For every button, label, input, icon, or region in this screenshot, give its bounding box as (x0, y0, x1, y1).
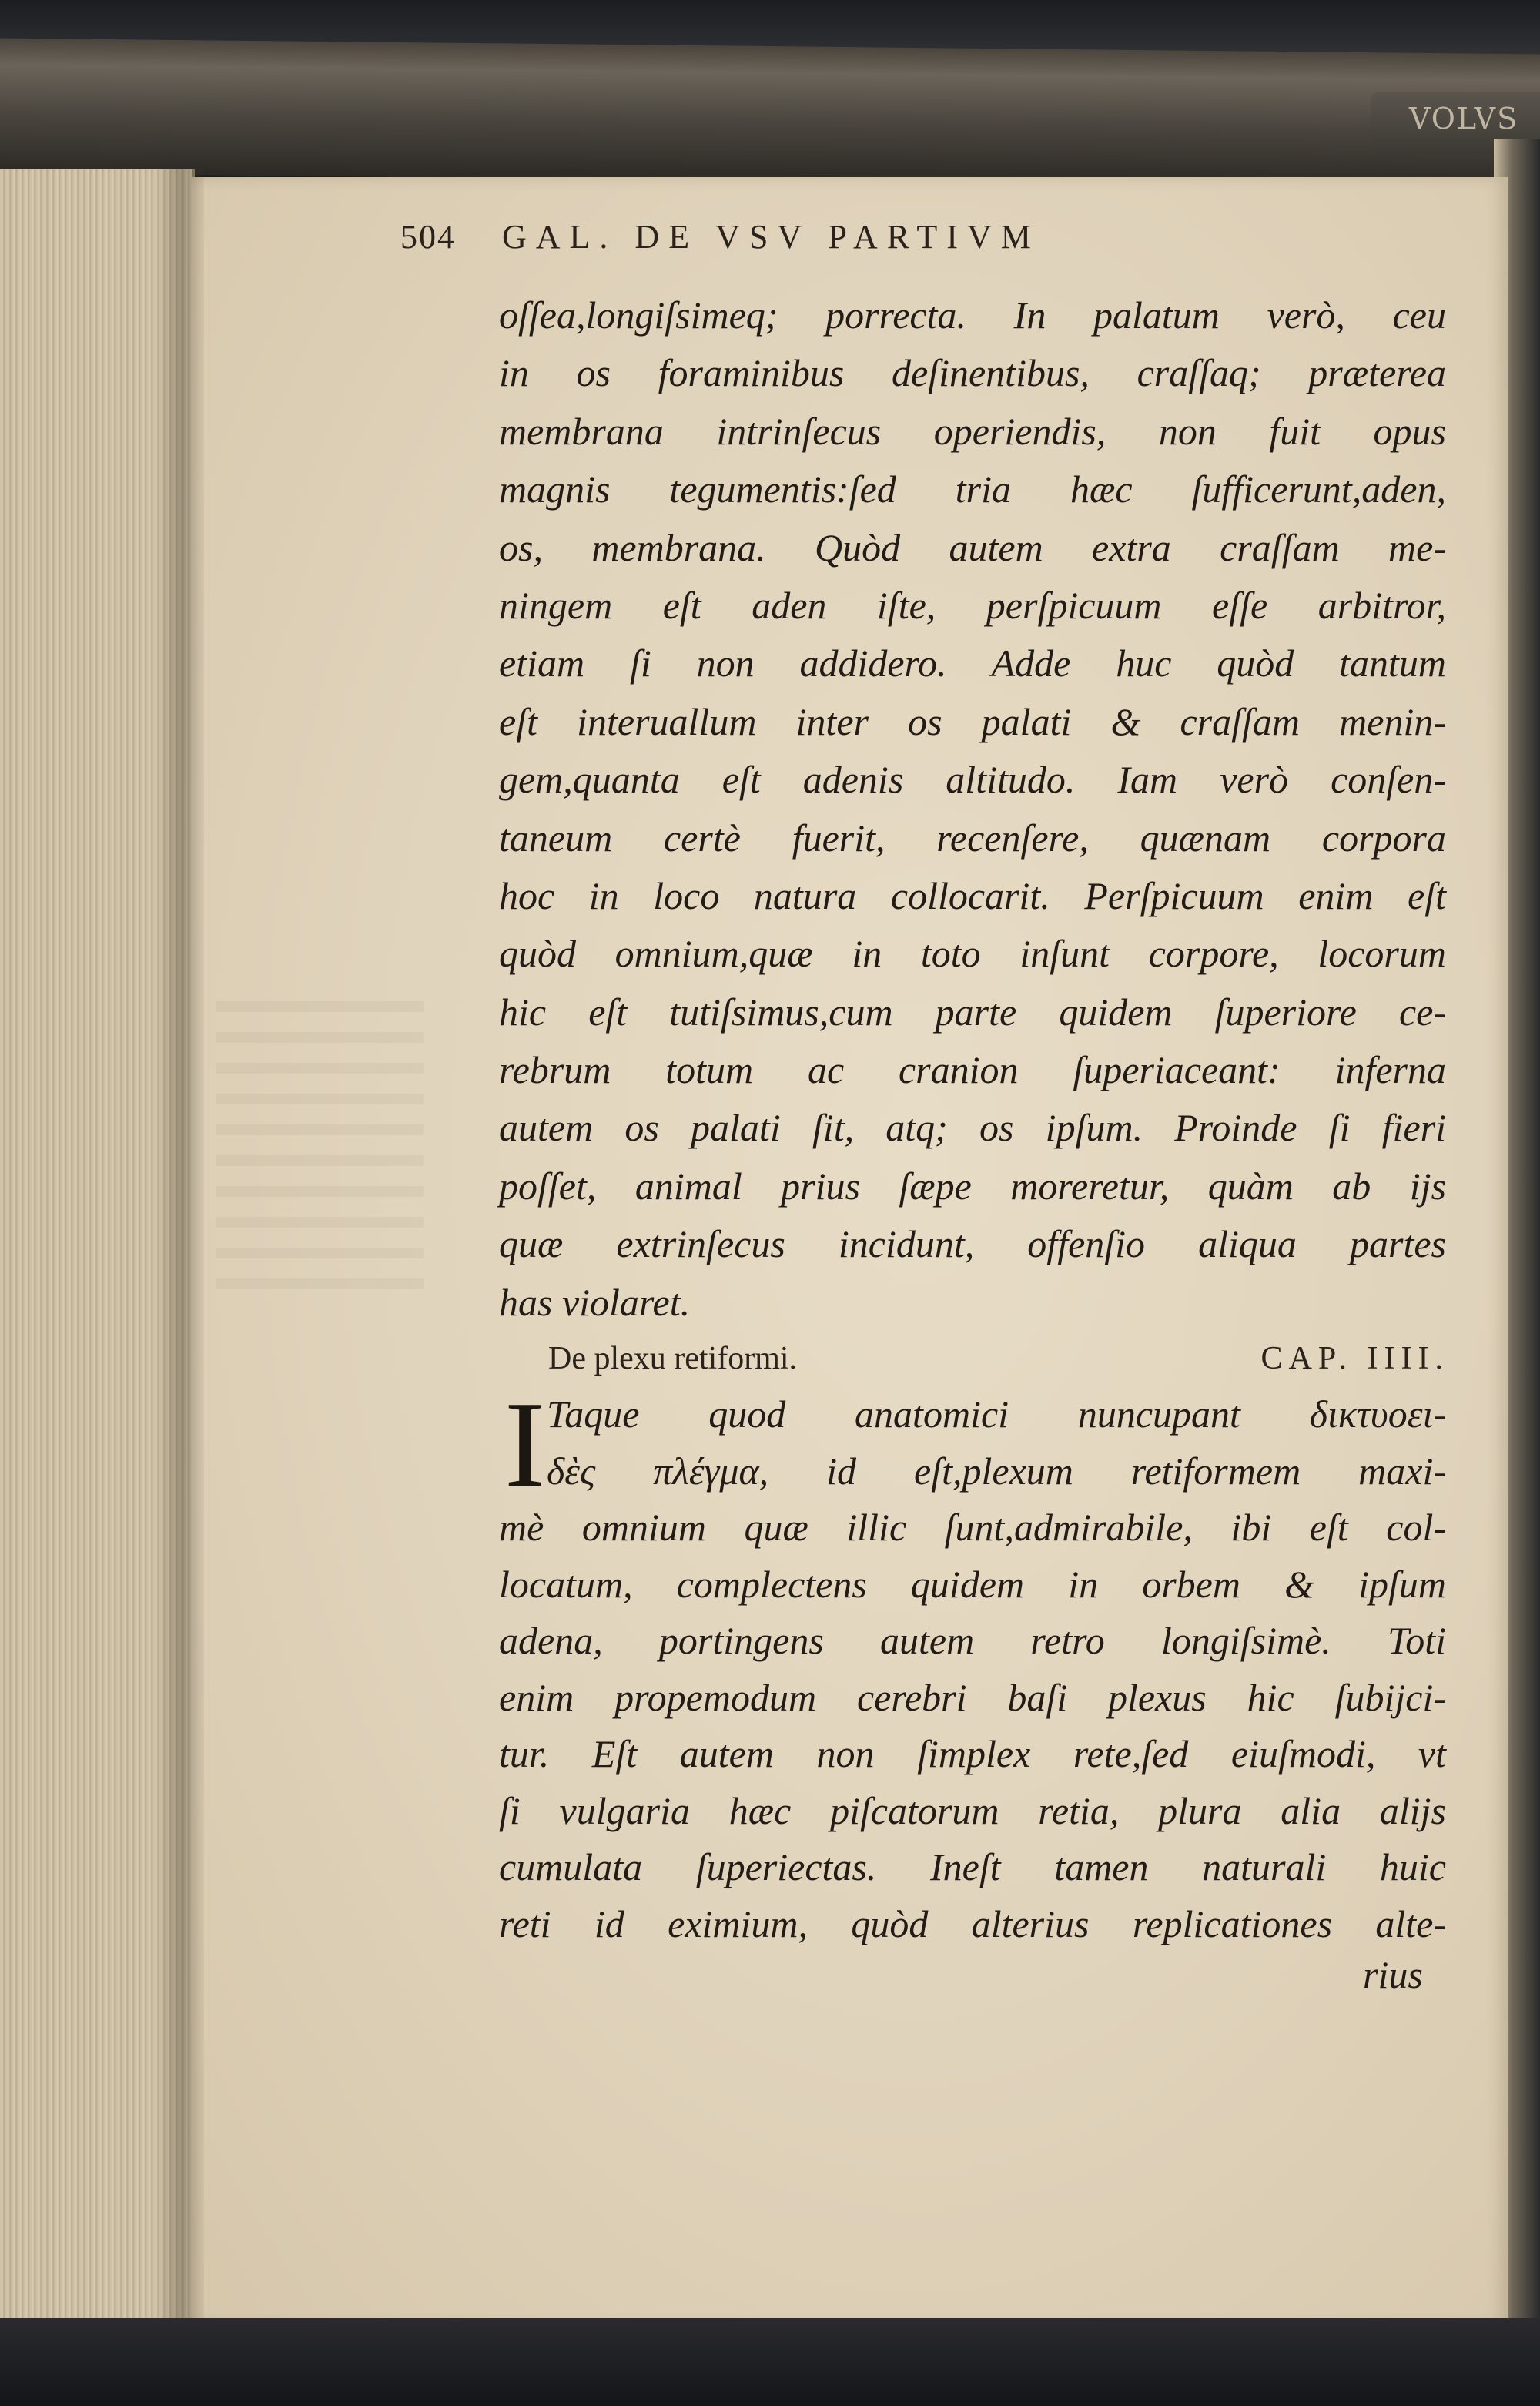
chapter-text (499, 1376, 1446, 1952)
running-head-title: GAL. DE VSV PARTIVM (502, 218, 1040, 256)
text-line: quòd omnium,quæ in toto inſunt corpore, locorum (499, 932, 1446, 976)
text-line: in os foraminibus deſinentibus, craſſaq; præterea (499, 351, 1446, 395)
body-text (499, 287, 1446, 1332)
background-cloth-bottom (0, 2318, 1540, 2406)
chapter-heading (548, 1340, 1449, 1377)
text-line: gem,quanta eſt adenis altitudo. Iam verò conſen- (499, 758, 1446, 802)
text-line: mè omnium quæ illic ſunt,admirabile, ibi eſt col- (499, 1506, 1446, 1549)
text-line: autem os palati ſit, atq; os ipſum. Proinde ſi fieri (499, 1106, 1446, 1150)
cover-band-text: VOLVS (1409, 102, 1519, 136)
text-line: locatum, complectens quidem in orbem & ipſum (499, 1562, 1446, 1606)
bleed-through (216, 1001, 424, 1294)
text-line: Taque quod anatomici nuncupant δικτυοει- (547, 1392, 1446, 1436)
text-line: etiam ſi non addidero. Adde huc quòd tantum (499, 642, 1446, 685)
text-line: δὲς πλέγμα, id eſt,plexum retiformem maxi- (547, 1449, 1446, 1493)
text-line: enim propemodum cerebri baſi plexus hic ſubijci- (499, 1675, 1446, 1719)
catchword: rius (1363, 1953, 1423, 1996)
text-line: hic eſt tutiſsimus,cum parte quidem ſuperiore ce- (499, 990, 1446, 1034)
text-line: tur. Eſt autem non ſimplex rete,ſed eiuſmodi, vt (499, 1732, 1446, 1775)
text-line: ſi vulgaria hæc piſcatorum retia, plura alia alijs (499, 1788, 1446, 1832)
text-line: has violaret. (499, 1280, 691, 1324)
text-line: oſſea,longiſsimeq; porrecta. In palatum verò, ceu (499, 293, 1446, 337)
running-header (400, 217, 1040, 256)
text-line: quæ extrinſecus incidunt, offenſio aliqua partes (499, 1222, 1446, 1266)
text-line: eſt interuallum inter os palati & craſſam menin- (499, 699, 1446, 743)
page-number: 504 (400, 218, 456, 256)
text-line: hoc in loco natura collocarit. Perſpicuum enim eſt (499, 873, 1446, 917)
text-line: rebrum totum ac cranion ſuperiaceant: inferna (499, 1048, 1446, 1092)
spine-shadow (158, 169, 204, 2326)
text-line: adena, portingens autem retro longiſsimè. Toti (499, 1619, 1446, 1662)
chapter-label: CAP. IIII. (1260, 1341, 1449, 1376)
drop-cap: I (504, 1376, 546, 1513)
text-line: magnis tegumentis:ſed tria hæc ſufficerunt,aden, (499, 467, 1446, 511)
book-cover-edge (0, 39, 1540, 189)
text-line: reti id eximium, quòd alterius replicationes alte- (499, 1902, 1446, 1945)
text-line: taneum certè fuerit, recenſere, quænam corpora (499, 816, 1446, 860)
text-line: poſſet, animal prius ſæpe moreretur, quàm ab ijs (499, 1164, 1446, 1208)
text-line: os, membrana. Quòd autem extra craſſam me- (499, 525, 1446, 569)
text-line: cumulata ſuperiectas. Ineſt tamen naturali huic (499, 1845, 1446, 1888)
text-line: membrana intrinſecus operiendis, non fuit opus (499, 409, 1446, 453)
text-line: ningem eſt aden iſte, perſpicuum eſſe arbitror, (499, 583, 1446, 627)
chapter-title: De plexu retiformi. (548, 1341, 798, 1376)
